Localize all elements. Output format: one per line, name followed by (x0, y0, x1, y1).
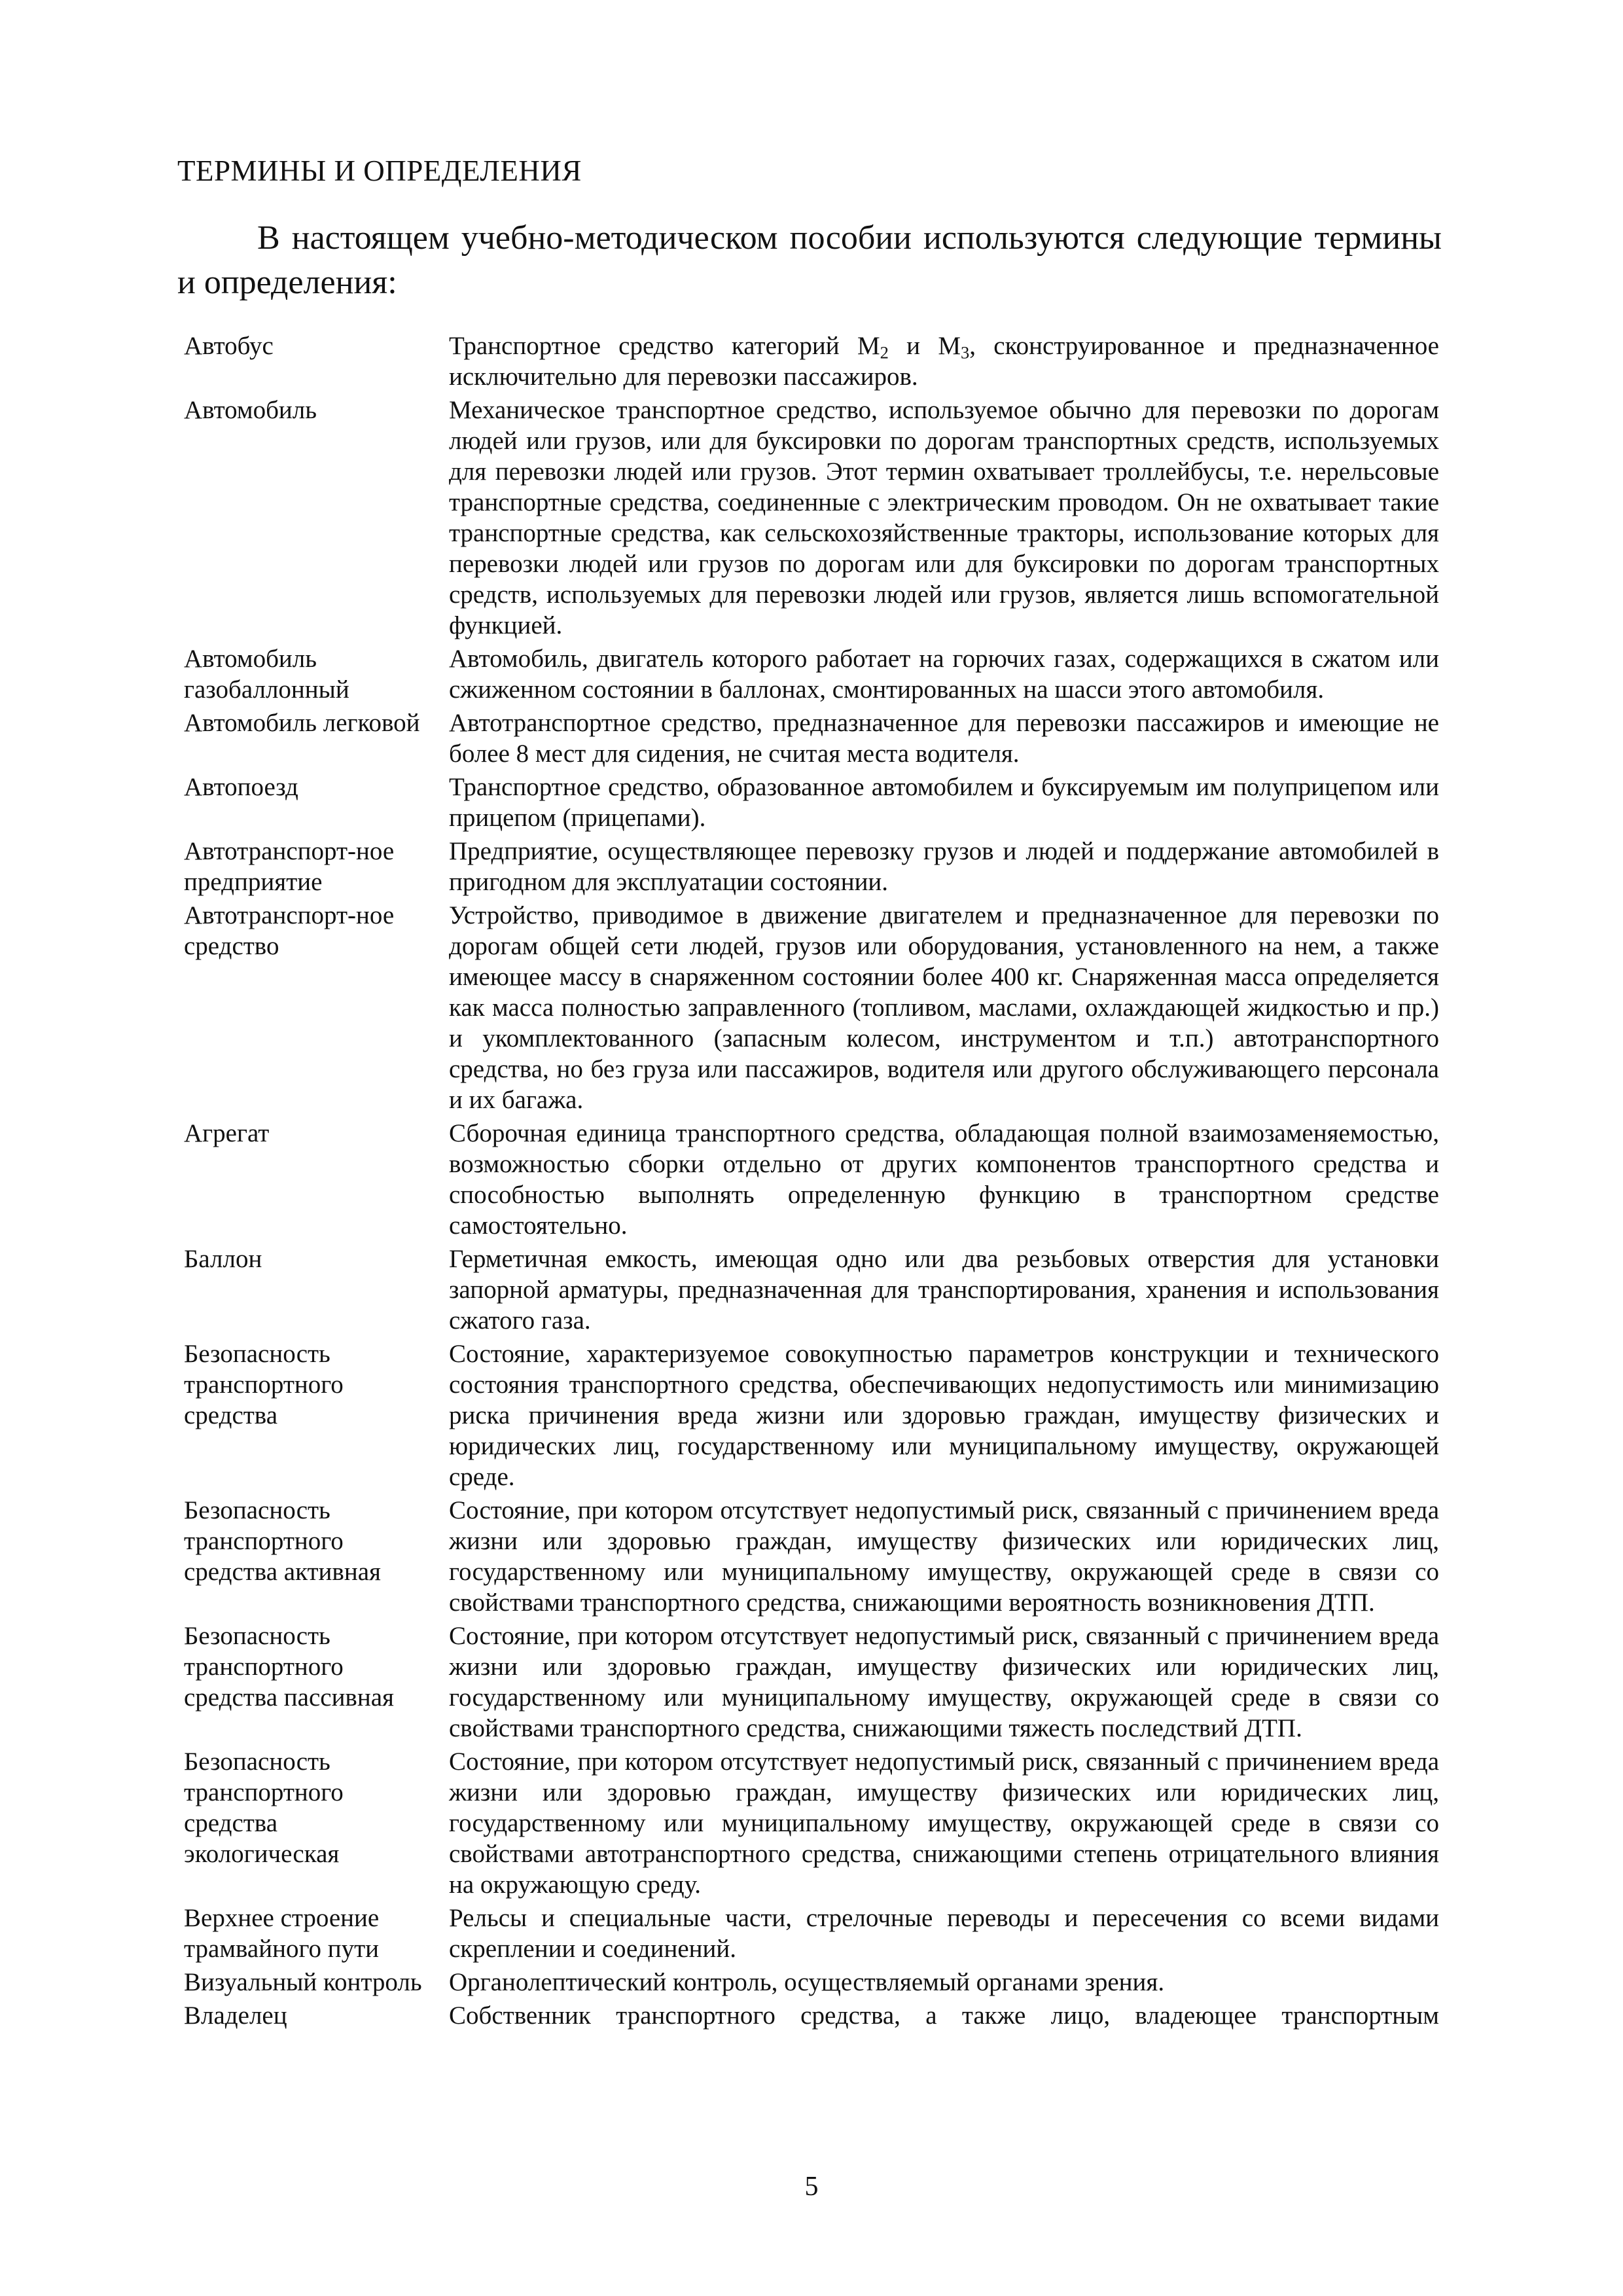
term-label: Визуальный контроль (184, 1968, 422, 1996)
term-row (184, 643, 1439, 708)
term-row (184, 1746, 1439, 1903)
term-definition: Автотранспортное средство, предназначенное для перевозки пассажиров и имеющие не более 8 мест для сидения, не считая места водителя. (449, 709, 1439, 768)
term-row (184, 836, 1439, 900)
term-definition: Транспортное средство категорий $М_2$ и $М_3$, сконструированное и предназначенное исключительно для перевозки пассажиров. (449, 332, 1439, 391)
term-definition: Состояние, при котором отсутствует недопустимый риск, связанный с причинением вреда жизни или здоровью граждан, имуществу физических или юридических лиц, государственному или муниципальному имуществу, окружающей среде в связи со свойствами автотранспортного средства, снижающими степень отрицательного влияния на окружающую среду. (449, 1748, 1439, 1899)
term-definition: Герметичная емкость, имеющая одно или два резьбовых отверстия для установки запорной арматуры, предназначенная для транспортирования, хранения и использования сжатого газа. (449, 1245, 1439, 1335)
term-label: Безопасность транспортного средства активная (184, 1496, 381, 1586)
term-label: Автомобиль газобаллонный (184, 645, 349, 704)
term-row (184, 900, 1439, 1118)
term-row (184, 331, 1439, 395)
term-definition: Состояние, при котором отсутствует недопустимый риск, связанный с причинением вреда жизни или здоровью граждан, имуществу физических или юридических лиц, государственному или муниципальному имуществу, окружающей среде в связи со свойствами транспортного средства, снижающими вероятность возникновения ДТП. (449, 1496, 1439, 1617)
terms-table (184, 331, 1439, 2034)
term-row (184, 708, 1439, 772)
term-definition: Транспортное средство, образованное автомобилем и буксируемым им полуприцепом или прицепом (прицепами). (449, 773, 1439, 832)
term-label: Владелец (184, 2001, 287, 2030)
term-definition: Состояние, при котором отсутствует недопустимый риск, связанный с причинением вреда жизни или здоровью граждан, имуществу физических или юридических лиц, государственному или муниципальному имуществу, окружающей среде в связи со свойствами транспортного средства, снижающими тяжесть последствий ДТП. (449, 1622, 1439, 1742)
term-label: Автотранспорт-ное предприятие (184, 837, 395, 896)
term-definition: Сборочная единица транспортного средства, обладающая полной взаимозаменяемостью, возможностью сборки отдельно от других компонентов транспортного средства и способностью выполнять определенную функцию в транспортном средстве самостоятельно. (449, 1119, 1439, 1240)
term-row (184, 1903, 1439, 1967)
term-row (184, 1338, 1439, 1495)
term-label: Автомобиль (184, 396, 317, 424)
section-heading: ТЕРМИНЫ И ОПРЕДЕЛЕНИЯ (177, 154, 582, 187)
subscript: 2 (880, 342, 889, 363)
term-label: Автопоезд (184, 773, 298, 801)
term-definition: Механическое транспортное средство, используемое обычно для перевозки по дорогам людей или грузов, или для буксировки по дорогам транспортных средств, используемых для перевозки людей или грузов. Этот термин охватывает троллейбусы, т.е. нерельсовые транспортные средства, соединенные с электрическим проводом. Он не охватывает такие транспортные средства, как сельскохозяйственные тракторы, использование которых для перевозки людей или грузов по дорогам или для буксировки по дорогам транспортных средств, используемых для перевозки людей или грузов, является лишь вспомогательной функцией. (449, 396, 1439, 639)
term-row (184, 1621, 1439, 1746)
term-label: Безопасность транспортного средства экологическая (184, 1748, 344, 1868)
term-definition: Устройство, приводимое в движение двигателем и предназначенное для перевозки по дорогам общей сети людей, грузов или оборудования, установленного на нем, а также имеющее массу в снаряженном состоянии более 400 кг. Снаряженная масса определяется как масса полностью заправленного (топливом, маслами, охлаждающей жидкостью и пр.) и укомплектованного (запасным колесом, инструментом и т.п.) автотранспортного средства, но без груза или пассажиров, водителя или другого обслуживающего персонала и их багажа. (449, 901, 1439, 1114)
term-label: Агрегат (184, 1119, 270, 1147)
term-label: Баллон (184, 1245, 262, 1273)
term-definition: Рельсы и специальные части, стрелочные переводы и пересечения со всеми видами скреплении и соединений. (449, 1904, 1439, 1963)
term-definition: Состояние, характеризуемое совокупностью параметров конструкции и технического состояния транспортного средства, обеспечивающих недопустимость или минимизацию риска причинения вреда жизни или здоровью граждан, имуществу физических и юридических лиц, государственному или муниципальному имуществу, окружающей среде. (449, 1340, 1439, 1491)
term-label: Автомобиль легковой (184, 709, 420, 737)
term-definition: Предприятие, осуществляющее перевозку грузов и людей и поддержание автомобилей в пригодном для эксплуатации состоянии. (449, 837, 1439, 896)
term-row (184, 772, 1439, 836)
term-row (184, 2000, 1439, 2034)
term-definition: Собственник транспортного средства, а также лицо, владеющее транспортным (449, 2001, 1439, 2030)
term-row (184, 1118, 1439, 1244)
page-number: 5 (804, 2172, 819, 2202)
subscript: 3 (961, 342, 970, 363)
term-definition: Органолептический контроль, осуществляемый органами зрения. (449, 1968, 1165, 1996)
term-label: Безопасность транспортного средства пассивная (184, 1622, 394, 1712)
term-definition: Автомобиль, двигатель которого работает на горючих газах, содержащихся в сжатом или сжиженном состоянии в баллонах, смонтированных на шасси этого автомобиля. (449, 645, 1439, 704)
term-row (184, 1967, 1439, 2000)
term-row (184, 1244, 1439, 1338)
term-label: Автотранспорт-ное средство (184, 901, 395, 960)
term-label: Автобус (184, 332, 274, 360)
term-label: Верхнее строение трамвайного пути (184, 1904, 380, 1963)
term-label: Безопасность транспортного средства (184, 1340, 344, 1429)
term-row (184, 395, 1439, 643)
intro-paragraph: В настоящем учебно-методическом пособии используются следующие термины и определения: (177, 219, 1442, 301)
term-row (184, 1495, 1439, 1621)
